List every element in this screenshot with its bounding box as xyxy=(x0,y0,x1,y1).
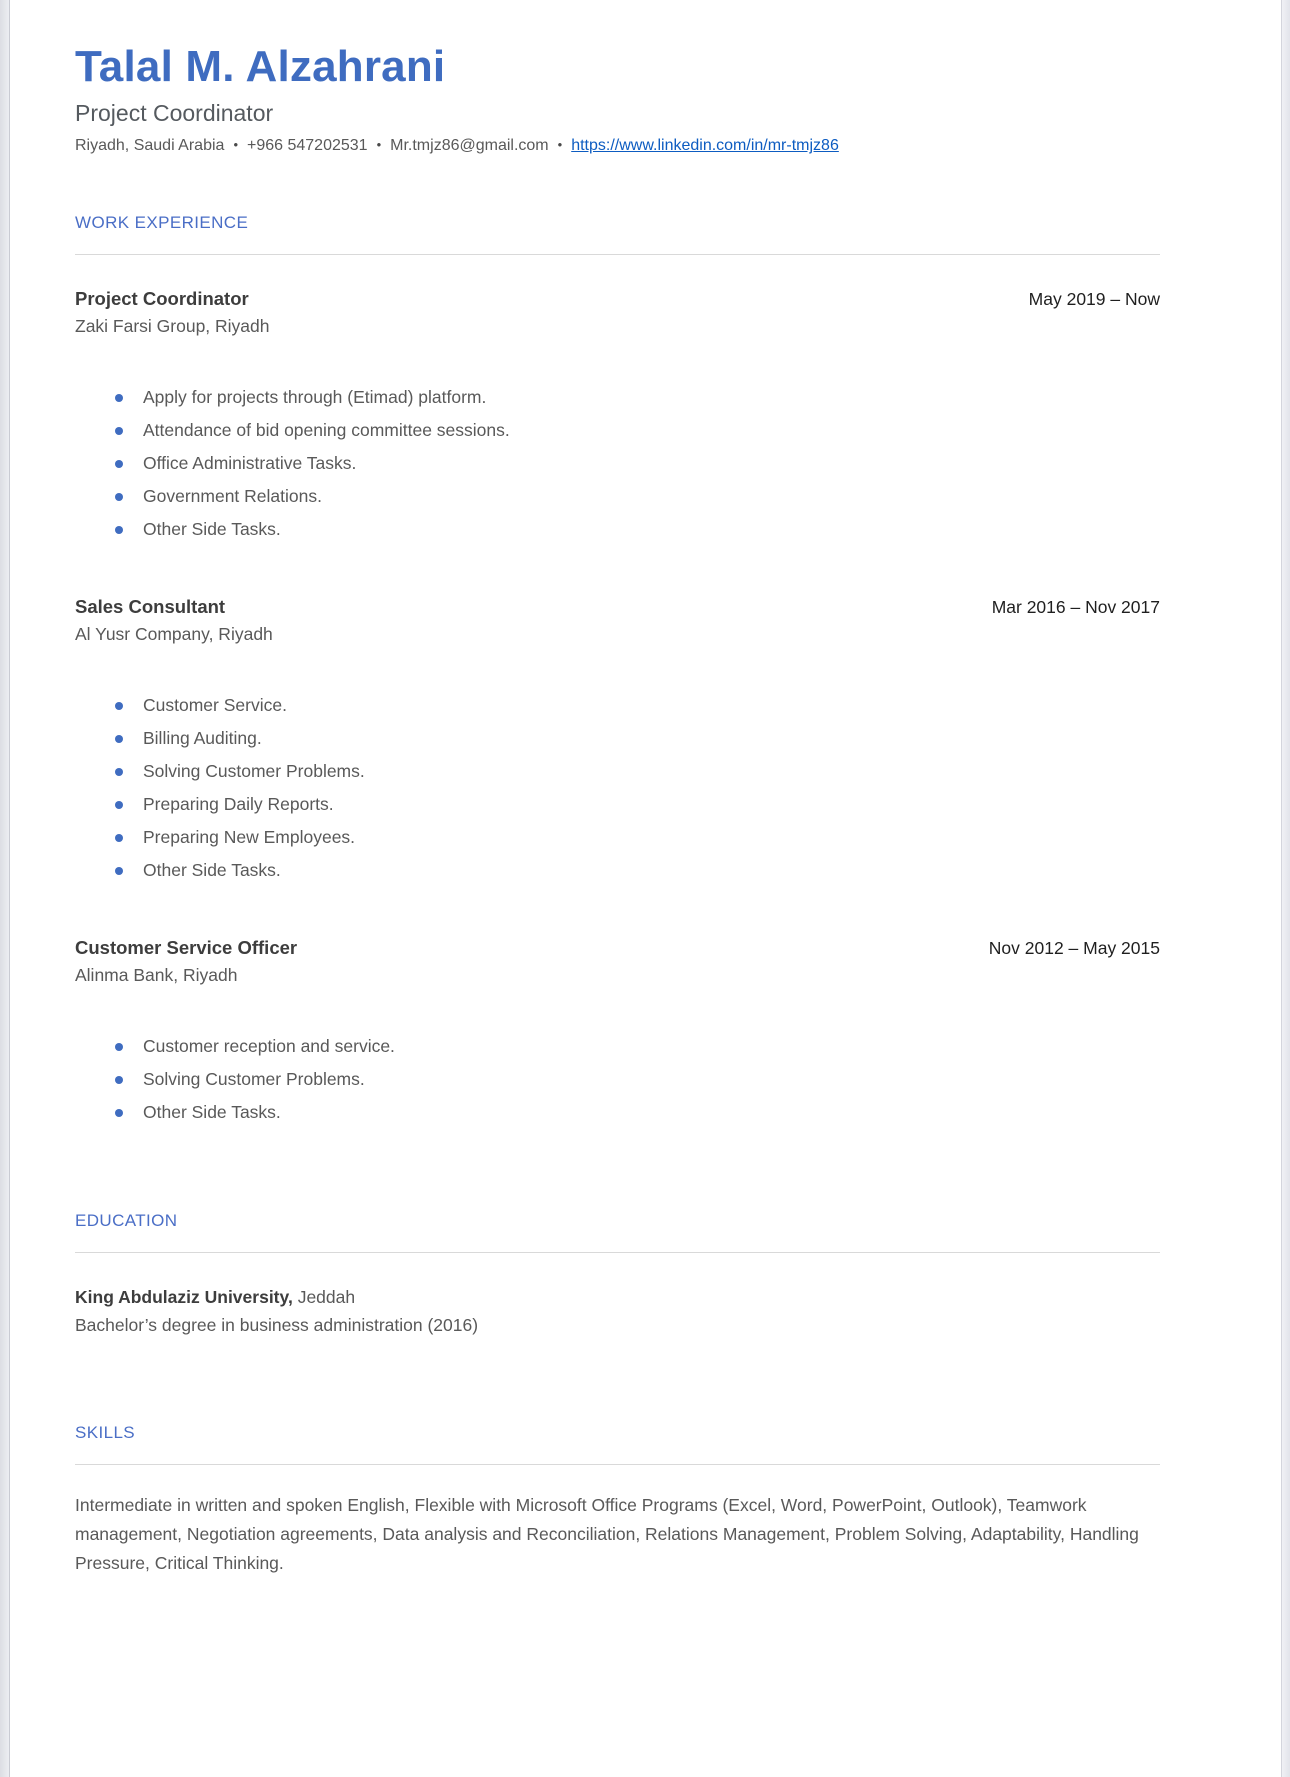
bullet-text: Preparing Daily Reports. xyxy=(143,794,334,815)
bullet-text: Other Side Tasks. xyxy=(143,1102,281,1123)
section-label-education: EDUCATION xyxy=(75,1211,178,1231)
separator-dot-icon: • xyxy=(376,137,382,153)
bullet-item xyxy=(143,1063,1160,1096)
bullet-dot-icon xyxy=(115,867,123,875)
education-location: Jeddah xyxy=(297,1287,356,1308)
job-bullet-list xyxy=(75,1030,1160,1129)
bullet-dot-icon xyxy=(115,1043,123,1051)
contact-email: Mr.tmjz86@gmail.com xyxy=(390,137,549,155)
bullet-item xyxy=(143,722,1160,755)
bullet-dot-icon xyxy=(115,1076,123,1084)
job-entry-customer-service-officer xyxy=(75,937,1160,1129)
bullet-item xyxy=(143,788,1160,821)
person-name: Talal M. Alzahrani xyxy=(75,42,446,91)
bullet-text: Billing Auditing. xyxy=(143,728,262,749)
bullet-dot-icon xyxy=(115,493,123,501)
job-entry-sales-consultant xyxy=(75,596,1160,887)
bullet-text: Other Side Tasks. xyxy=(143,860,281,881)
bullet-item xyxy=(143,414,1160,447)
bullet-item xyxy=(143,755,1160,788)
viewer-left-edge xyxy=(0,0,10,1777)
job-company: Alinma Bank, Riyadh xyxy=(75,965,238,986)
job-title: Project Coordinator xyxy=(75,288,249,310)
bullet-item xyxy=(143,480,1160,513)
education-institution: King Abdulaziz University, xyxy=(75,1287,293,1308)
job-title: Sales Consultant xyxy=(75,596,226,618)
bullet-item xyxy=(143,854,1160,887)
job-header xyxy=(75,288,1160,310)
job-company: Al Yusr Company, Riyadh xyxy=(75,624,273,645)
job-bullet-list xyxy=(75,689,1160,887)
bullet-text: Preparing New Employees. xyxy=(143,827,356,848)
viewer-right-edge xyxy=(1281,0,1290,1777)
job-dates: May 2019 – Now xyxy=(1028,289,1160,310)
contact-phone: +966 547202531 xyxy=(247,137,368,155)
section-label-skills: SKILLS xyxy=(75,1423,136,1443)
person-job-title: Project Coordinator xyxy=(75,100,274,127)
education-degree: Bachelor’s degree in business administration (2016) xyxy=(75,1315,479,1336)
bullet-dot-icon xyxy=(115,1109,123,1117)
bullet-text: Customer Service. xyxy=(143,695,287,716)
bullet-text: Other Side Tasks. xyxy=(143,519,281,540)
bullet-text: Solving Customer Problems. xyxy=(143,1069,365,1090)
contact-line xyxy=(75,137,1160,155)
bullet-text: Solving Customer Problems. xyxy=(143,761,365,782)
separator-dot-icon: • xyxy=(557,137,563,153)
skills-paragraph: Intermediate in written and spoken English, Flexible with Microsoft Office Programs (Excel, Word, PowerPoint, Outlook), Teamwork management, Negotiation agreements, Data analysis and Reconciliation, Relations Management, Problem Solving, Adaptability, Handling Pressure, Critical Thinking. xyxy=(75,1495,1139,1574)
bullet-dot-icon xyxy=(115,702,123,710)
bullet-dot-icon xyxy=(115,427,123,435)
separator-dot-icon: • xyxy=(233,137,238,153)
section-label-work-experience: WORK EXPERIENCE xyxy=(75,213,249,233)
section-divider xyxy=(75,1252,1160,1253)
bullet-dot-icon xyxy=(115,460,123,468)
bullet-text: Office Administrative Tasks. xyxy=(143,453,357,474)
bullet-item xyxy=(143,821,1160,854)
bullet-dot-icon xyxy=(115,735,123,743)
bullet-text: Government Relations. xyxy=(143,486,322,507)
bullet-dot-icon xyxy=(115,768,123,776)
education-school-line xyxy=(75,1283,1160,1311)
resume-content xyxy=(11,0,1280,1578)
job-title: Customer Service Officer xyxy=(75,937,298,959)
bullet-dot-icon xyxy=(115,834,123,842)
resume-page xyxy=(11,0,1280,1777)
education-entry xyxy=(75,1283,1160,1339)
job-dates: Nov 2012 – May 2015 xyxy=(988,938,1160,959)
contact-location: Riyadh, Saudi Arabia xyxy=(75,137,225,155)
bullet-dot-icon xyxy=(115,801,123,809)
linkedin-link[interactable]: https://www.linkedin.com/in/mr-tmjz86 xyxy=(571,137,839,155)
bullet-item xyxy=(143,513,1160,546)
job-bullet-list xyxy=(75,381,1160,546)
section-divider xyxy=(75,254,1160,255)
bullet-item xyxy=(143,447,1160,480)
job-header xyxy=(75,596,1160,618)
job-entry-project-coordinator xyxy=(75,288,1160,546)
job-company: Zaki Farsi Group, Riyadh xyxy=(75,316,270,337)
bullet-dot-icon xyxy=(115,394,123,402)
bullet-text: Customer reception and service. xyxy=(143,1036,395,1057)
section-divider xyxy=(75,1464,1160,1465)
job-header xyxy=(75,937,1160,959)
bullet-text: Apply for projects through (Etimad) platform. xyxy=(143,387,487,408)
bullet-text: Attendance of bid opening committee sessions. xyxy=(143,420,510,441)
bullet-dot-icon xyxy=(115,526,123,534)
bullet-item xyxy=(143,381,1160,414)
bullet-item xyxy=(143,689,1160,722)
bullet-item xyxy=(143,1030,1160,1063)
bullet-item xyxy=(143,1096,1160,1129)
job-dates: Mar 2016 – Nov 2017 xyxy=(991,597,1160,618)
